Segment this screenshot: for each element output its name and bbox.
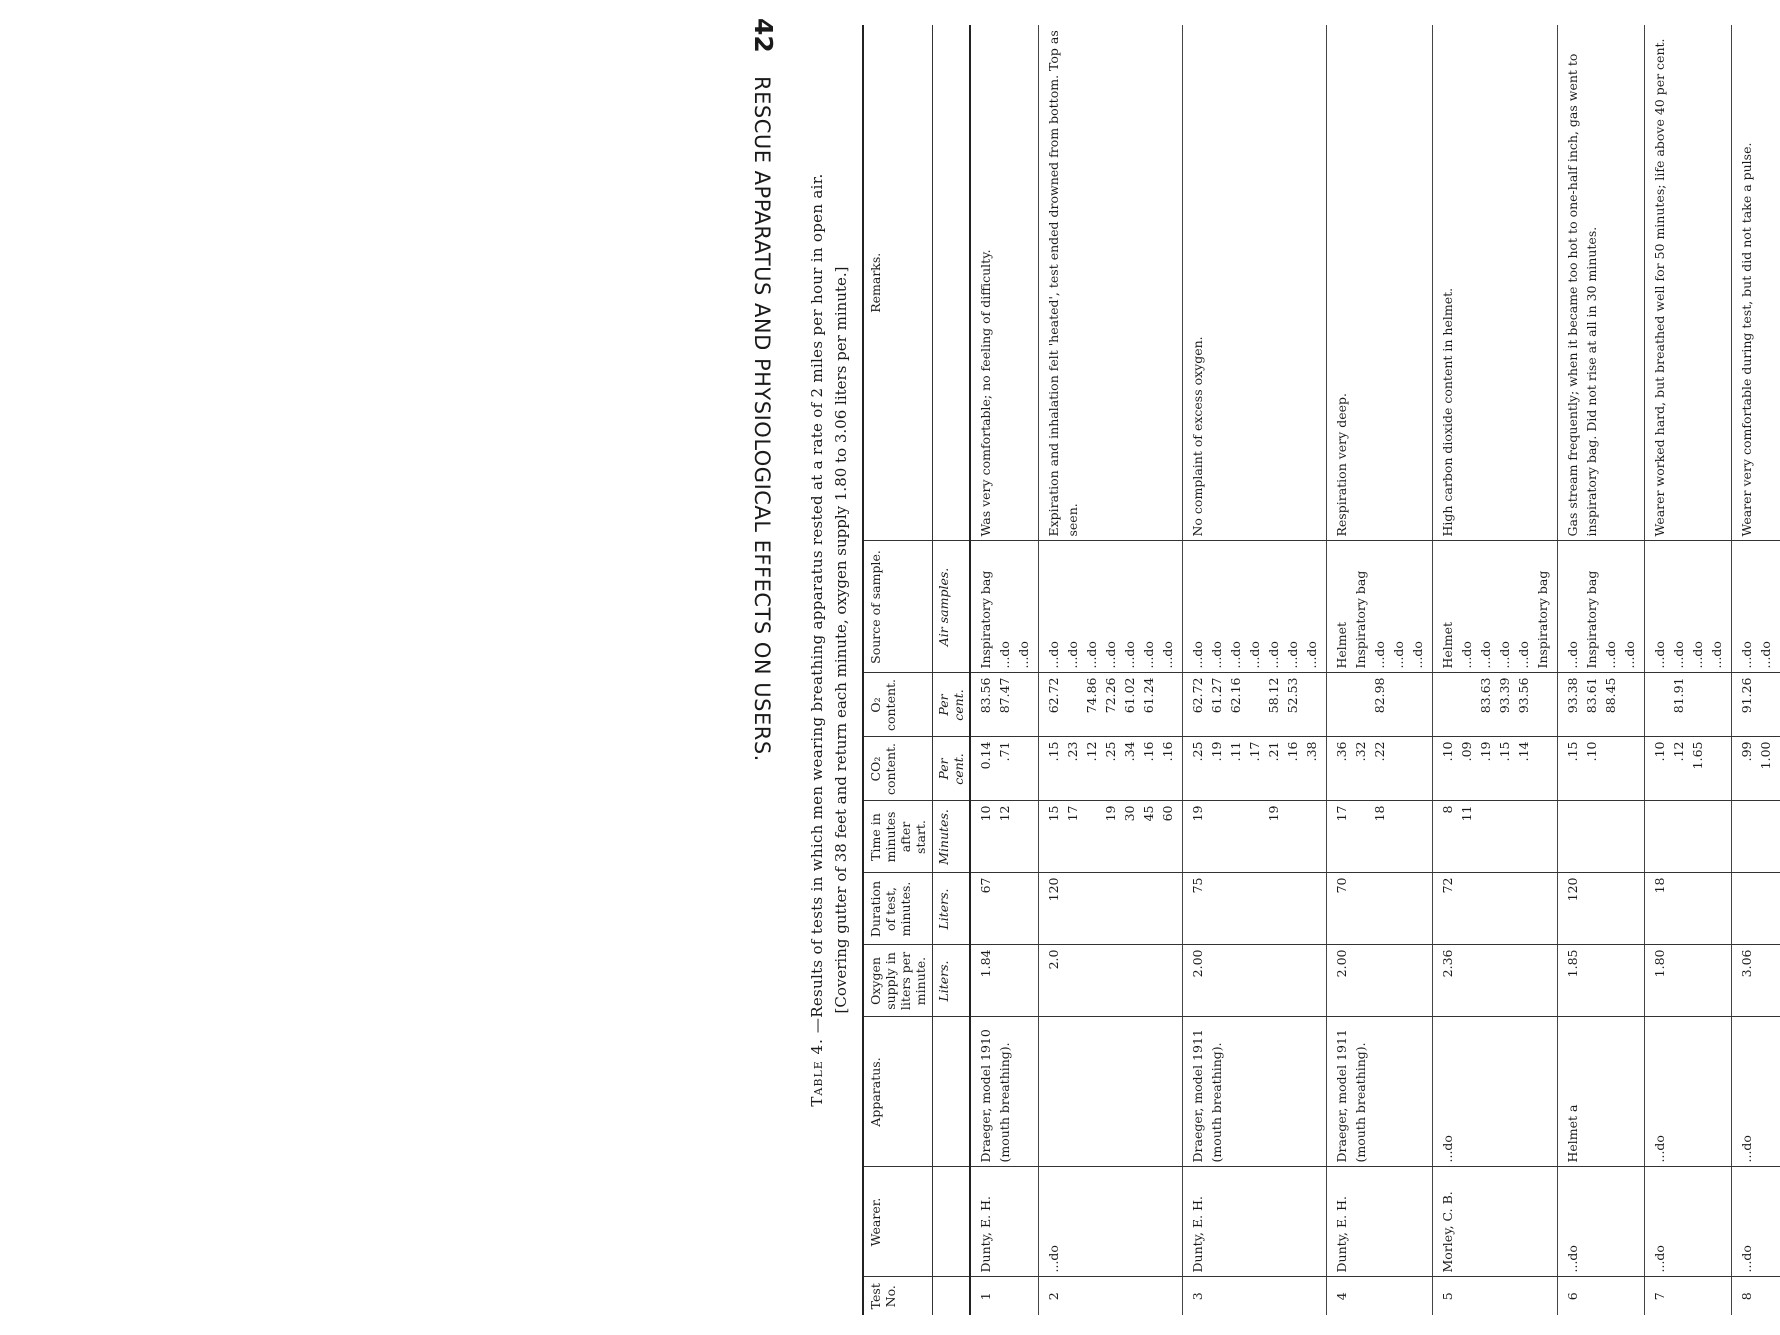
oxygen-supply-cell: 3.06 [1732,945,1780,1017]
o2-value: 87.47 [997,677,1012,714]
source-value: ...do [1758,641,1773,669]
o2-cell [1433,673,1558,737]
test-number-cell: 6 [1558,1277,1645,1315]
source-value: ...do [1372,641,1387,669]
time-value: 17 [1065,805,1080,822]
co2-value [1408,742,1427,797]
test-group [1645,25,1732,1315]
time-value [1707,806,1726,869]
co2-value: .22 [1372,741,1387,762]
source-value: ...do [1122,641,1137,669]
header-source: Source of sample. [863,541,933,673]
time-value [1476,806,1495,869]
duration-cell: 70 [1327,873,1433,945]
co2-value: .25 [1190,741,1205,762]
source-value: ...do [1065,641,1080,669]
co2-value: .34 [1122,741,1137,762]
o2-value [1707,678,1726,733]
o2-value: 62.72 [1046,677,1061,714]
table-caption [808,65,826,1215]
time-value: 45 [1141,805,1156,822]
co2-value: .10 [1584,741,1599,762]
time-value [1283,806,1302,869]
source-value: ...do [1190,641,1205,669]
apparatus-cell: Helmet a [1558,1017,1645,1167]
test-number-cell: 4 [1327,1277,1433,1315]
o2-value [1438,678,1457,733]
time-value [1351,806,1370,869]
remarks-cell: Wearer very comfortable during test, but did not take a pulse. [1732,25,1780,541]
wearer-cell: Morley, C. B. [1433,1167,1558,1277]
o2-value: 52.53 [1285,677,1300,714]
source-value: ...do [1459,641,1474,669]
source-cell [1732,541,1780,673]
o2-value: 61.24 [1141,677,1156,714]
table-row [1039,25,1183,1315]
co2-value: .12 [1671,741,1686,762]
test-number-cell: 7 [1645,1277,1732,1315]
time-cell [1183,801,1327,873]
wearer-cell: Dunty, E. H. [1183,1167,1327,1277]
co2-cell [1732,737,1780,801]
running-title: RESCUE APPARATUS AND PHYSIOLOGICAL EFFECTS ON USERS. [750,76,774,762]
co2-value: .10 [1440,741,1455,762]
apparatus-cell: Draeger, model 1911 (mouth breathing). [1183,1017,1327,1167]
apparatus-cell: ...do [1645,1017,1732,1167]
source-value: ...do [1228,641,1243,669]
o2-value: 83.63 [1478,677,1493,714]
running-head [730,0,800,1335]
o2-value: 93.38 [1565,677,1580,714]
o2-value [1408,678,1427,733]
source-cell [1039,541,1183,673]
source-cell [1327,541,1433,673]
time-value [1601,806,1620,869]
source-value: ...do [1478,641,1493,669]
remarks-cell: Wearer worked hard, but breathed well for 50 minutes; life above 40 per cent. [1645,25,1732,541]
co2-value: .12 [1084,741,1099,762]
co2-value [1601,742,1620,797]
unit-co2: Per cent. [933,737,971,801]
test-group [1433,25,1558,1315]
o2-value [1756,678,1775,733]
co2-value: 0.14 [978,741,993,770]
test-group [1732,25,1780,1315]
wearer-cell: Dunty, E. H. [1327,1167,1433,1277]
source-value: ...do [1285,641,1300,669]
results-table [862,25,1780,1315]
co2-value: .15 [1565,741,1580,762]
time-value [1737,806,1756,869]
o2-value [1063,678,1082,733]
duration-cell: 18 [1645,873,1732,945]
co2-value: .09 [1459,741,1474,762]
source-value: ...do [1084,641,1099,669]
time-value [1082,806,1101,869]
o2-value: 58.12 [1266,677,1281,714]
source-value: ...do [1690,641,1705,669]
apparatus-cell: Draeger, model 1910 (mouth breathing). [970,1017,1039,1167]
co2-value: .16 [1160,741,1175,762]
o2-cell [970,673,1039,737]
test-group [970,25,1039,1315]
co2-value [1533,742,1552,797]
o2-cell [1645,673,1732,737]
test-number-cell: 5 [1433,1277,1558,1315]
header-o2: O₂ content. [863,673,933,737]
co2-cell [1645,737,1732,801]
header-time: Time in minutes after start. [863,801,933,873]
o2-value: 74.86 [1084,677,1099,714]
o2-value [1620,678,1639,733]
time-cell [970,801,1039,873]
o2-value: 61.02 [1122,677,1137,714]
time-value [1582,806,1601,869]
o2-value [1389,678,1408,733]
co2-value: .21 [1266,741,1281,762]
unit-time: Minutes. [933,801,971,873]
source-value: ...do [1739,641,1754,669]
test-group [1039,25,1183,1315]
oxygen-supply-cell: 1.85 [1558,945,1645,1017]
table-row [1645,25,1732,1315]
source-value: ...do [1671,641,1686,669]
header-apparatus: Apparatus. [863,1017,933,1167]
apparatus-cell [1039,1017,1183,1167]
o2-value: 83.61 [1584,677,1599,714]
o2-value [1302,678,1321,733]
time-value [1514,806,1533,869]
header-duration: Duration of test, minutes. [863,873,933,945]
co2-value: .19 [1478,741,1493,762]
time-value: 30 [1122,805,1137,822]
time-value [1688,806,1707,869]
source-value: ...do [1247,641,1262,669]
o2-value [1650,678,1669,733]
source-value: Inspiratory bag [1584,570,1599,669]
source-value: Helmet [1440,621,1455,669]
o2-value [1688,678,1707,733]
co2-cell [1183,737,1327,801]
duration-cell: 120 [1558,873,1645,945]
co2-value: .19 [1209,741,1224,762]
co2-value [1014,742,1033,797]
unit-o2: Per cent. [933,673,971,737]
remarks-cell: High carbon dioxide content in helmet. [1433,25,1558,541]
source-value: ...do [1103,641,1118,669]
source-value: Inspiratory bag [1535,570,1550,669]
rotated-page [800,0,1773,1335]
wearer-cell: Dunty, E. H. [970,1167,1039,1277]
source-cell [1645,541,1732,673]
co2-value: .23 [1065,741,1080,762]
o2-cell [1327,673,1433,737]
remarks-cell: Respiration very deep. [1327,25,1433,541]
co2-value: .99 [1739,741,1754,762]
time-value: 19 [1266,805,1281,822]
co2-value: .14 [1516,741,1531,762]
source-value: ...do [1209,641,1224,669]
duration-cell [1732,873,1780,945]
time-value [1756,806,1775,869]
source-cell [1433,541,1558,673]
table-row [1732,25,1780,1315]
time-value [1563,806,1582,869]
co2-cell [1327,737,1433,801]
source-value: ...do [1516,641,1531,669]
o2-value [1014,678,1033,733]
co2-value [1620,742,1639,797]
time-value [1014,806,1033,869]
source-value: ...do [1046,641,1061,669]
source-value: ...do [1160,641,1175,669]
time-cell [1327,801,1433,873]
o2-value [1158,678,1177,733]
o2-value: 62.72 [1190,677,1205,714]
time-cell [1039,801,1183,873]
time-value: 8 [1440,805,1455,814]
source-value: ...do [1304,641,1319,669]
co2-value: .71 [997,741,1012,762]
source-value: ...do [997,641,1012,669]
co2-cell [1039,737,1183,801]
o2-value [1457,678,1476,733]
remarks-cell: No complaint of excess oxygen. [1183,25,1327,541]
co2-value: .36 [1334,741,1349,762]
test-number-cell: 8 [1732,1277,1780,1315]
table-row [1327,25,1433,1315]
remarks-cell: Gas stream frequently; when it became too hot to one-half inch, gas went to inspiratory bag. Did not rise at all in 30 minutes. [1558,25,1645,541]
table-row [1558,25,1645,1315]
co2-value: .16 [1285,741,1300,762]
apparatus-cell: Draeger, model 1911 (mouth breathing). [1327,1017,1433,1167]
time-value [1207,806,1226,869]
oxygen-supply-cell: 2.00 [1327,945,1433,1017]
source-value: ...do [1141,641,1156,669]
o2-value: 91.26 [1739,677,1754,714]
source-cell [970,541,1039,673]
time-value: 19 [1103,805,1118,822]
time-value: 60 [1160,805,1175,822]
time-cell [1732,801,1780,873]
units-row [933,25,971,1315]
o2-cell [1039,673,1183,737]
table-row [970,25,1039,1315]
time-value [1302,806,1321,869]
test-group [1327,25,1433,1315]
source-value: ...do [1497,641,1512,669]
time-value: 18 [1372,805,1387,822]
o2-value [1533,678,1552,733]
time-value [1389,806,1408,869]
source-value: ...do [1410,641,1425,669]
co2-value: .17 [1247,741,1262,762]
o2-cell [1558,673,1645,737]
o2-value: 88.45 [1603,677,1618,714]
co2-cell [1558,737,1645,801]
header-test-no: Test No. [863,1277,933,1315]
page-number: 42 [749,18,778,53]
time-value [1408,806,1427,869]
remarks-cell: Was very comfortable; no feeling of difficulty. [970,25,1039,541]
table-subcaption: [Covering gutter of 38 feet and return each minute, oxygen supply 1.80 to 3.06 liters per minute.] [832,266,850,1014]
remarks-cell: Expiration and inhalation felt 'heated', test ended drowned from bottom. Top as seen. [1039,25,1183,541]
source-value: ...do [1652,641,1667,669]
caption-text: —Results of tests in which men wearing breathing apparatus rested at a rate of 2 miles per hour in open air. [808,173,826,1034]
source-value: ...do [1622,641,1637,669]
o2-value: 62.16 [1228,677,1243,714]
source-cell [1183,541,1327,673]
time-value: 11 [1459,805,1474,822]
source-value: ...do [1016,641,1031,669]
apparatus-cell: ...do [1433,1017,1558,1167]
o2-value: 61.27 [1209,677,1224,714]
co2-value: .10 [1652,741,1667,762]
o2-value: 82.98 [1372,677,1387,714]
unit-duration: Liters. [933,873,971,945]
time-value [1245,806,1264,869]
o2-value [1351,678,1370,733]
source-cell [1558,541,1645,673]
header-co2: CO₂ content. [863,737,933,801]
wearer-cell: ...do [1039,1167,1183,1277]
co2-cell [1433,737,1558,801]
co2-value: .16 [1141,741,1156,762]
time-value: 19 [1190,805,1205,822]
source-value: Inspiratory bag [1353,570,1368,669]
apparatus-cell: ...do [1732,1017,1780,1167]
oxygen-supply-cell: 2.36 [1433,945,1558,1017]
test-group [1558,25,1645,1315]
header-wearer: Wearer. [863,1167,933,1277]
co2-cell [970,737,1039,801]
source-value: ...do [1266,641,1281,669]
header-remarks: Remarks. [863,25,933,541]
source-value: ...do [1565,641,1580,669]
test-number-cell: 2 [1039,1277,1183,1315]
wearer-cell: ...do [1558,1167,1645,1277]
header-air-samples: Air samples. [933,541,971,673]
oxygen-supply-cell: 1.84 [970,945,1039,1017]
time-cell [1645,801,1732,873]
test-number-cell: 3 [1183,1277,1327,1315]
oxygen-supply-cell: 1.80 [1645,945,1732,1017]
co2-value [1707,742,1726,797]
header-oxygen-supply: Oxygen supply in liters per minute. [863,945,933,1017]
oxygen-supply-cell: 2.0 [1039,945,1183,1017]
co2-value: .15 [1497,741,1512,762]
caption-lead: Table 4. [808,1038,826,1107]
table-row [1433,25,1558,1315]
o2-value [1245,678,1264,733]
duration-cell: 72 [1433,873,1558,945]
co2-value: .11 [1228,741,1243,762]
test-number-cell: 1 [978,1292,993,1301]
co2-value: 1.00 [1758,741,1773,770]
o2-value [1332,678,1351,733]
o2-cell [1732,673,1780,737]
time-value [1620,806,1639,869]
source-value: ...do [1709,641,1724,669]
unit-oxygen: Liters. [933,945,971,1017]
table-row [1183,25,1327,1315]
header-row [863,25,933,1315]
co2-value: .32 [1353,741,1368,762]
time-value [1495,806,1514,869]
duration-cell: 67 [970,873,1039,945]
time-cell [1433,801,1558,873]
wearer-cell: ...do [1732,1167,1780,1277]
duration-cell: 75 [1183,873,1327,945]
o2-value: 93.39 [1497,677,1512,714]
source-value: ...do [1391,641,1406,669]
test-group [1183,25,1327,1315]
co2-value: .38 [1304,741,1319,762]
o2-value: 81.91 [1671,677,1686,714]
time-value [1669,806,1688,869]
time-value: 10 [978,805,993,822]
co2-value: .25 [1103,741,1118,762]
o2-value: 83.56 [978,677,993,714]
o2-value: 72.26 [1103,677,1118,714]
co2-value [1389,742,1408,797]
wearer-cell: ...do [1645,1167,1732,1277]
time-value: 15 [1046,805,1061,822]
time-value [1533,806,1552,869]
oxygen-supply-cell: 2.00 [1183,945,1327,1017]
time-value: 17 [1334,805,1349,822]
o2-cell [1183,673,1327,737]
o2-value: 93.56 [1516,677,1531,714]
time-value [1650,806,1669,869]
time-value [1226,806,1245,869]
co2-value: 1.65 [1690,741,1705,770]
co2-value: .15 [1046,741,1061,762]
source-value: Helmet [1334,621,1349,669]
time-value: 12 [997,805,1012,822]
time-cell [1558,801,1645,873]
source-value: ...do [1603,641,1618,669]
duration-cell: 120 [1039,873,1183,945]
source-value: Inspiratory bag [978,570,993,669]
